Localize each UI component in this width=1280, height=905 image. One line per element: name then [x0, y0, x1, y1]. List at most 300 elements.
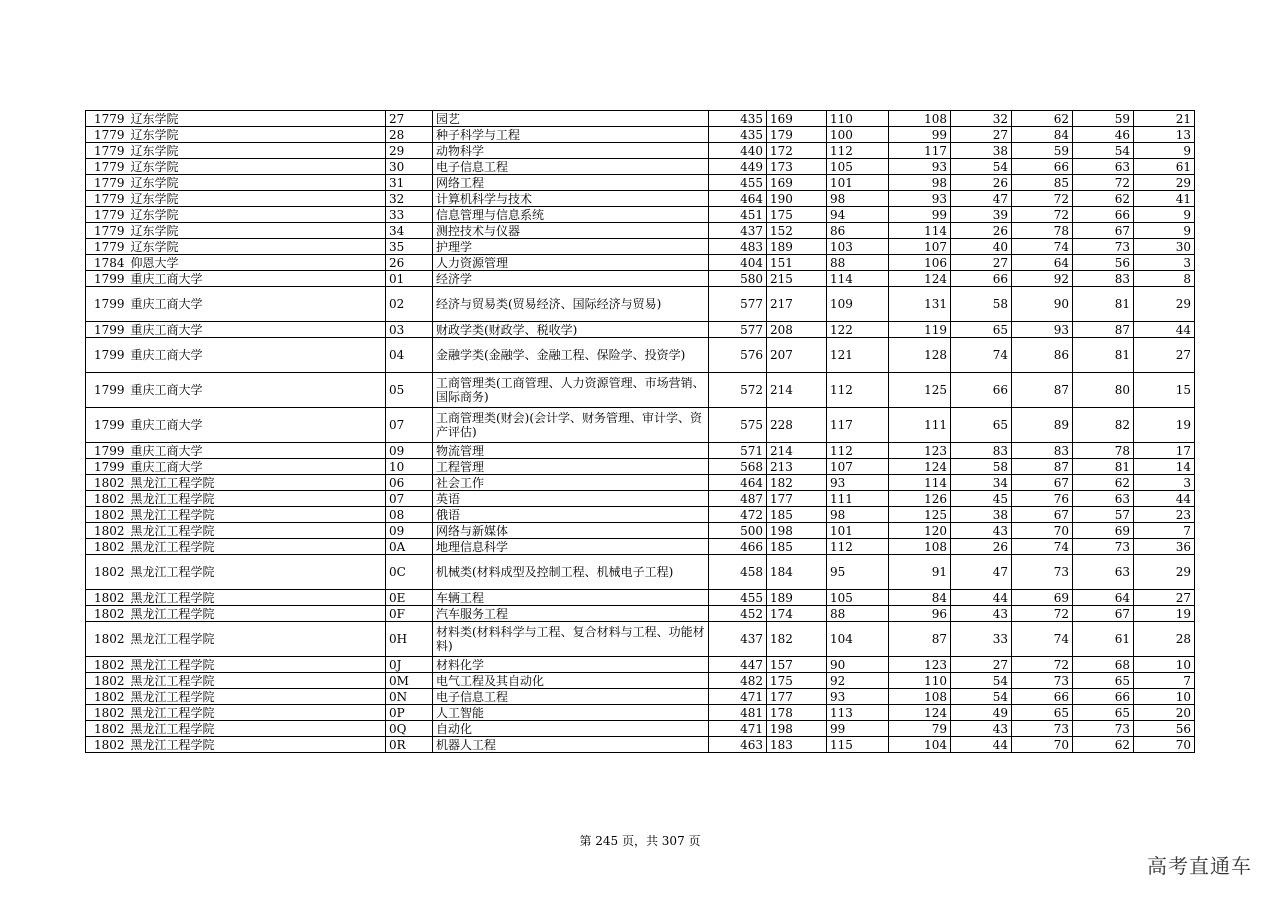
score-cell: 466: [709, 539, 767, 555]
score-cell: 214: [767, 373, 827, 408]
major-code-cell: 29: [386, 143, 433, 159]
score-cell: 9: [1134, 207, 1195, 223]
score-cell: 63: [1073, 491, 1134, 507]
score-cell: 30: [1134, 239, 1195, 255]
score-cell: 7: [1134, 523, 1195, 539]
score-cell: 43: [951, 721, 1012, 737]
school-name-cell: 重庆工商大学: [128, 271, 386, 287]
score-cell: 63: [1073, 159, 1134, 175]
score-cell: 182: [767, 475, 827, 491]
major-name-cell: 材料化学: [433, 657, 709, 673]
table-row: [86, 539, 1195, 555]
score-cell: 69: [1012, 590, 1073, 606]
score-cell: 44: [951, 737, 1012, 753]
score-cell: 44: [1134, 322, 1195, 338]
school-name-cell: 黑龙江工程学院: [128, 689, 386, 705]
score-cell: 9: [1134, 143, 1195, 159]
score-cell: 43: [951, 606, 1012, 622]
school-id-cell: 1802: [86, 721, 128, 737]
score-cell: 124: [889, 705, 951, 721]
major-code-cell: 0E: [386, 590, 433, 606]
major-name-cell: 工商管理类(财会)(会计学、财务管理、审计学、资产评估): [433, 408, 709, 443]
major-code-cell: 33: [386, 207, 433, 223]
school-id-cell: 1799: [86, 322, 128, 338]
table-row: [86, 338, 1195, 373]
major-name-cell: 动物科学: [433, 143, 709, 159]
score-cell: 94: [827, 207, 889, 223]
school-name-cell: 重庆工商大学: [128, 287, 386, 322]
score-cell: 87: [1012, 373, 1073, 408]
score-cell: 81: [1073, 287, 1134, 322]
school-name-cell: 辽东学院: [128, 175, 386, 191]
school-name-cell: 黑龙江工程学院: [128, 657, 386, 673]
major-code-cell: 0Q: [386, 721, 433, 737]
score-cell: 66: [951, 271, 1012, 287]
score-cell: 93: [827, 689, 889, 705]
major-code-cell: 10: [386, 459, 433, 475]
score-cell: 49: [951, 705, 1012, 721]
school-id-cell: 1799: [86, 408, 128, 443]
score-cell: 59: [1073, 111, 1134, 127]
score-cell: 437: [709, 622, 767, 657]
score-cell: 70: [1134, 737, 1195, 753]
score-cell: 84: [889, 590, 951, 606]
score-cell: 105: [827, 159, 889, 175]
score-cell: 81: [1073, 338, 1134, 373]
score-cell: 61: [1073, 622, 1134, 657]
school-id-cell: 1779: [86, 207, 128, 223]
school-name-cell: 黑龙江工程学院: [128, 606, 386, 622]
table-row: [86, 475, 1195, 491]
score-cell: 123: [889, 657, 951, 673]
score-cell: 177: [767, 689, 827, 705]
score-cell: 213: [767, 459, 827, 475]
table-row: [86, 207, 1195, 223]
score-cell: 111: [889, 408, 951, 443]
score-cell: 126: [889, 491, 951, 507]
score-cell: 458: [709, 555, 767, 590]
major-code-cell: 02: [386, 287, 433, 322]
school-name-cell: 黑龙江工程学院: [128, 523, 386, 539]
school-id-cell: 1779: [86, 111, 128, 127]
score-cell: 571: [709, 443, 767, 459]
school-name-cell: 黑龙江工程学院: [128, 555, 386, 590]
score-cell: 85: [1012, 175, 1073, 191]
score-cell: 27: [951, 255, 1012, 271]
score-cell: 34: [951, 475, 1012, 491]
score-cell: 74: [1012, 539, 1073, 555]
school-name-cell: 黑龙江工程学院: [128, 721, 386, 737]
major-code-cell: 07: [386, 491, 433, 507]
school-id-cell: 1799: [86, 459, 128, 475]
score-cell: 65: [951, 322, 1012, 338]
score-cell: 74: [951, 338, 1012, 373]
score-cell: 17: [1134, 443, 1195, 459]
major-name-cell: 人工智能: [433, 705, 709, 721]
score-cell: 98: [827, 191, 889, 207]
major-name-cell: 人力资源管理: [433, 255, 709, 271]
score-cell: 7: [1134, 673, 1195, 689]
score-cell: 62: [1073, 475, 1134, 491]
score-cell: 67: [1073, 606, 1134, 622]
table-row: [86, 689, 1195, 705]
score-cell: 117: [827, 408, 889, 443]
school-id-cell: 1779: [86, 143, 128, 159]
score-cell: 93: [1012, 322, 1073, 338]
major-name-cell: 护理学: [433, 239, 709, 255]
score-cell: 95: [827, 555, 889, 590]
score-cell: 123: [889, 443, 951, 459]
school-name-cell: 仰恩大学: [128, 255, 386, 271]
score-cell: 27: [1134, 338, 1195, 373]
school-id-cell: 1802: [86, 622, 128, 657]
table-row: [86, 491, 1195, 507]
major-name-cell: 金融学类(金融学、金融工程、保险学、投资学): [433, 338, 709, 373]
table-row: [86, 443, 1195, 459]
major-code-cell: 04: [386, 338, 433, 373]
score-cell: 208: [767, 322, 827, 338]
score-cell: 41: [1134, 191, 1195, 207]
major-code-cell: 03: [386, 322, 433, 338]
major-code-cell: 0H: [386, 622, 433, 657]
major-code-cell: 09: [386, 443, 433, 459]
score-cell: 101: [827, 175, 889, 191]
school-name-cell: 辽东学院: [128, 159, 386, 175]
score-cell: 47: [951, 555, 1012, 590]
score-cell: 40: [951, 239, 1012, 255]
score-cell: 452: [709, 606, 767, 622]
score-cell: 124: [889, 459, 951, 475]
table-row: [86, 657, 1195, 673]
score-cell: 464: [709, 191, 767, 207]
score-cell: 56: [1134, 721, 1195, 737]
school-id-cell: 1799: [86, 373, 128, 408]
score-cell: 9: [1134, 223, 1195, 239]
score-cell: 93: [889, 159, 951, 175]
score-cell: 72: [1073, 175, 1134, 191]
score-cell: 68: [1073, 657, 1134, 673]
score-cell: 151: [767, 255, 827, 271]
school-name-cell: 黑龙江工程学院: [128, 737, 386, 753]
school-id-cell: 1802: [86, 475, 128, 491]
score-cell: 81: [1073, 459, 1134, 475]
score-cell: 78: [1012, 223, 1073, 239]
major-name-cell: 自动化: [433, 721, 709, 737]
score-cell: 83: [1012, 443, 1073, 459]
table-row: [86, 606, 1195, 622]
score-cell: 184: [767, 555, 827, 590]
table-row: [86, 223, 1195, 239]
score-cell: 107: [889, 239, 951, 255]
major-name-cell: 机器人工程: [433, 737, 709, 753]
school-id-cell: 1802: [86, 689, 128, 705]
school-name-cell: 辽东学院: [128, 127, 386, 143]
score-cell: 449: [709, 159, 767, 175]
score-cell: 54: [951, 689, 1012, 705]
score-cell: 72: [1012, 606, 1073, 622]
major-code-cell: 27: [386, 111, 433, 127]
score-table-body: [86, 111, 1195, 753]
major-name-cell: 车辆工程: [433, 590, 709, 606]
major-name-cell: 英语: [433, 491, 709, 507]
score-cell: 66: [1012, 689, 1073, 705]
score-cell: 33: [951, 622, 1012, 657]
score-cell: 111: [827, 491, 889, 507]
score-cell: 472: [709, 507, 767, 523]
score-cell: 64: [1012, 255, 1073, 271]
table-row: [86, 271, 1195, 287]
score-cell: 112: [827, 443, 889, 459]
score-cell: 39: [951, 207, 1012, 223]
major-name-cell: 电气工程及其自动化: [433, 673, 709, 689]
score-cell: 87: [889, 622, 951, 657]
score-cell: 72: [1012, 191, 1073, 207]
major-code-cell: 34: [386, 223, 433, 239]
school-id-cell: 1802: [86, 705, 128, 721]
score-cell: 185: [767, 507, 827, 523]
major-code-cell: 0F: [386, 606, 433, 622]
major-name-cell: 电子信息工程: [433, 689, 709, 705]
score-cell: 568: [709, 459, 767, 475]
score-cell: 178: [767, 705, 827, 721]
score-cell: 92: [1012, 271, 1073, 287]
score-cell: 152: [767, 223, 827, 239]
school-name-cell: 辽东学院: [128, 239, 386, 255]
school-name-cell: 重庆工商大学: [128, 338, 386, 373]
school-name-cell: 黑龙江工程学院: [128, 590, 386, 606]
score-cell: 87: [1012, 459, 1073, 475]
table-row: [86, 127, 1195, 143]
major-code-cell: 0N: [386, 689, 433, 705]
school-id-cell: 1779: [86, 159, 128, 175]
major-name-cell: 测控技术与仪器: [433, 223, 709, 239]
major-name-cell: 网络工程: [433, 175, 709, 191]
score-cell: 69: [1073, 523, 1134, 539]
score-cell: 110: [889, 673, 951, 689]
score-cell: 106: [889, 255, 951, 271]
score-cell: 73: [1012, 673, 1073, 689]
score-cell: 29: [1134, 287, 1195, 322]
score-cell: 215: [767, 271, 827, 287]
score-cell: 86: [1012, 338, 1073, 373]
score-cell: 98: [889, 175, 951, 191]
score-cell: 28: [1134, 622, 1195, 657]
school-id-cell: 1799: [86, 287, 128, 322]
score-cell: 19: [1134, 408, 1195, 443]
score-cell: 99: [889, 207, 951, 223]
score-cell: 471: [709, 721, 767, 737]
score-cell: 67: [1073, 223, 1134, 239]
table-row: [86, 721, 1195, 737]
score-cell: 64: [1073, 590, 1134, 606]
table-row: [86, 507, 1195, 523]
score-cell: 104: [827, 622, 889, 657]
score-cell: 88: [827, 606, 889, 622]
score-cell: 121: [827, 338, 889, 373]
score-cell: 131: [889, 287, 951, 322]
score-cell: 57: [1073, 507, 1134, 523]
school-id-cell: 1799: [86, 271, 128, 287]
table-row: [86, 287, 1195, 322]
school-id-cell: 1802: [86, 523, 128, 539]
score-cell: 54: [951, 159, 1012, 175]
score-cell: 105: [827, 590, 889, 606]
score-cell: 481: [709, 705, 767, 721]
score-cell: 90: [827, 657, 889, 673]
score-cell: 65: [1012, 705, 1073, 721]
school-id-cell: 1779: [86, 191, 128, 207]
score-cell: 113: [827, 705, 889, 721]
major-name-cell: 经济学: [433, 271, 709, 287]
score-cell: 38: [951, 507, 1012, 523]
score-cell: 23: [1134, 507, 1195, 523]
score-cell: 122: [827, 322, 889, 338]
major-name-cell: 俄语: [433, 507, 709, 523]
major-code-cell: 0M: [386, 673, 433, 689]
score-cell: 575: [709, 408, 767, 443]
score-cell: 119: [889, 322, 951, 338]
school-name-cell: 黑龙江工程学院: [128, 491, 386, 507]
score-cell: 110: [827, 111, 889, 127]
major-name-cell: 汽车服务工程: [433, 606, 709, 622]
score-cell: 157: [767, 657, 827, 673]
score-cell: 198: [767, 721, 827, 737]
score-cell: 174: [767, 606, 827, 622]
table-row: [86, 523, 1195, 539]
score-cell: 435: [709, 111, 767, 127]
school-name-cell: 黑龙江工程学院: [128, 539, 386, 555]
score-cell: 99: [889, 127, 951, 143]
school-name-cell: 黑龙江工程学院: [128, 507, 386, 523]
score-cell: 13: [1134, 127, 1195, 143]
score-cell: 190: [767, 191, 827, 207]
score-cell: 100: [827, 127, 889, 143]
score-cell: 577: [709, 322, 767, 338]
score-cell: 83: [1073, 271, 1134, 287]
major-name-cell: 园艺: [433, 111, 709, 127]
score-cell: 487: [709, 491, 767, 507]
score-cell: 65: [1073, 673, 1134, 689]
table-row: [86, 737, 1195, 753]
major-code-cell: 30: [386, 159, 433, 175]
table-row: [86, 255, 1195, 271]
table-row: [86, 373, 1195, 408]
score-cell: 58: [951, 459, 1012, 475]
score-cell: 86: [827, 223, 889, 239]
major-code-cell: 0R: [386, 737, 433, 753]
score-cell: 32: [951, 111, 1012, 127]
score-cell: 92: [827, 673, 889, 689]
score-cell: 45: [951, 491, 1012, 507]
school-name-cell: 重庆工商大学: [128, 459, 386, 475]
score-cell: 214: [767, 443, 827, 459]
score-cell: 27: [951, 657, 1012, 673]
page-footer: 第 245 页，共 307 页: [579, 834, 701, 848]
score-cell: 198: [767, 523, 827, 539]
score-cell: 88: [827, 255, 889, 271]
score-cell: 112: [827, 373, 889, 408]
score-cell: 175: [767, 673, 827, 689]
score-cell: 455: [709, 175, 767, 191]
score-cell: 47: [951, 191, 1012, 207]
major-code-cell: 32: [386, 191, 433, 207]
major-name-cell: 机械类(材料成型及控制工程、机械电子工程): [433, 555, 709, 590]
major-code-cell: 05: [386, 373, 433, 408]
score-cell: 66: [1073, 689, 1134, 705]
score-cell: 177: [767, 491, 827, 507]
score-cell: 580: [709, 271, 767, 287]
score-cell: 440: [709, 143, 767, 159]
score-cell: 14: [1134, 459, 1195, 475]
major-code-cell: 06: [386, 475, 433, 491]
major-code-cell: 0A: [386, 539, 433, 555]
score-cell: 66: [1073, 207, 1134, 223]
score-cell: 82: [1073, 408, 1134, 443]
score-cell: 451: [709, 207, 767, 223]
school-id-cell: 1802: [86, 673, 128, 689]
score-cell: 73: [1012, 555, 1073, 590]
school-id-cell: 1802: [86, 737, 128, 753]
score-cell: 114: [827, 271, 889, 287]
score-cell: 115: [827, 737, 889, 753]
school-id-cell: 1802: [86, 491, 128, 507]
score-cell: 83: [951, 443, 1012, 459]
score-cell: 10: [1134, 657, 1195, 673]
score-cell: 79: [889, 721, 951, 737]
score-cell: 109: [827, 287, 889, 322]
score-cell: 80: [1073, 373, 1134, 408]
score-cell: 173: [767, 159, 827, 175]
table-row: [86, 590, 1195, 606]
score-cell: 29: [1134, 555, 1195, 590]
score-cell: 67: [1012, 475, 1073, 491]
score-cell: 73: [1012, 721, 1073, 737]
school-name-cell: 重庆工商大学: [128, 322, 386, 338]
score-cell: 108: [889, 539, 951, 555]
score-cell: 125: [889, 373, 951, 408]
score-cell: 99: [827, 721, 889, 737]
major-name-cell: 信息管理与信息系统: [433, 207, 709, 223]
score-cell: 114: [889, 475, 951, 491]
score-cell: 169: [767, 175, 827, 191]
score-cell: 27: [1134, 590, 1195, 606]
score-cell: 471: [709, 689, 767, 705]
score-cell: 26: [951, 175, 1012, 191]
table-row: [86, 111, 1195, 127]
school-id-cell: 1779: [86, 127, 128, 143]
score-cell: 63: [1073, 555, 1134, 590]
school-id-cell: 1802: [86, 590, 128, 606]
school-id-cell: 1802: [86, 507, 128, 523]
major-name-cell: 工程管理: [433, 459, 709, 475]
score-cell: 78: [1073, 443, 1134, 459]
score-cell: 66: [1012, 159, 1073, 175]
score-cell: 455: [709, 590, 767, 606]
score-cell: 108: [889, 111, 951, 127]
score-cell: 73: [1073, 721, 1134, 737]
table-row: [86, 322, 1195, 338]
score-cell: 73: [1073, 239, 1134, 255]
major-code-cell: 0J: [386, 657, 433, 673]
score-cell: 228: [767, 408, 827, 443]
score-cell: 128: [889, 338, 951, 373]
score-cell: 44: [951, 590, 1012, 606]
score-cell: 54: [951, 673, 1012, 689]
score-cell: 96: [889, 606, 951, 622]
score-cell: 70: [1012, 523, 1073, 539]
score-cell: 3: [1134, 475, 1195, 491]
score-cell: 74: [1012, 239, 1073, 255]
